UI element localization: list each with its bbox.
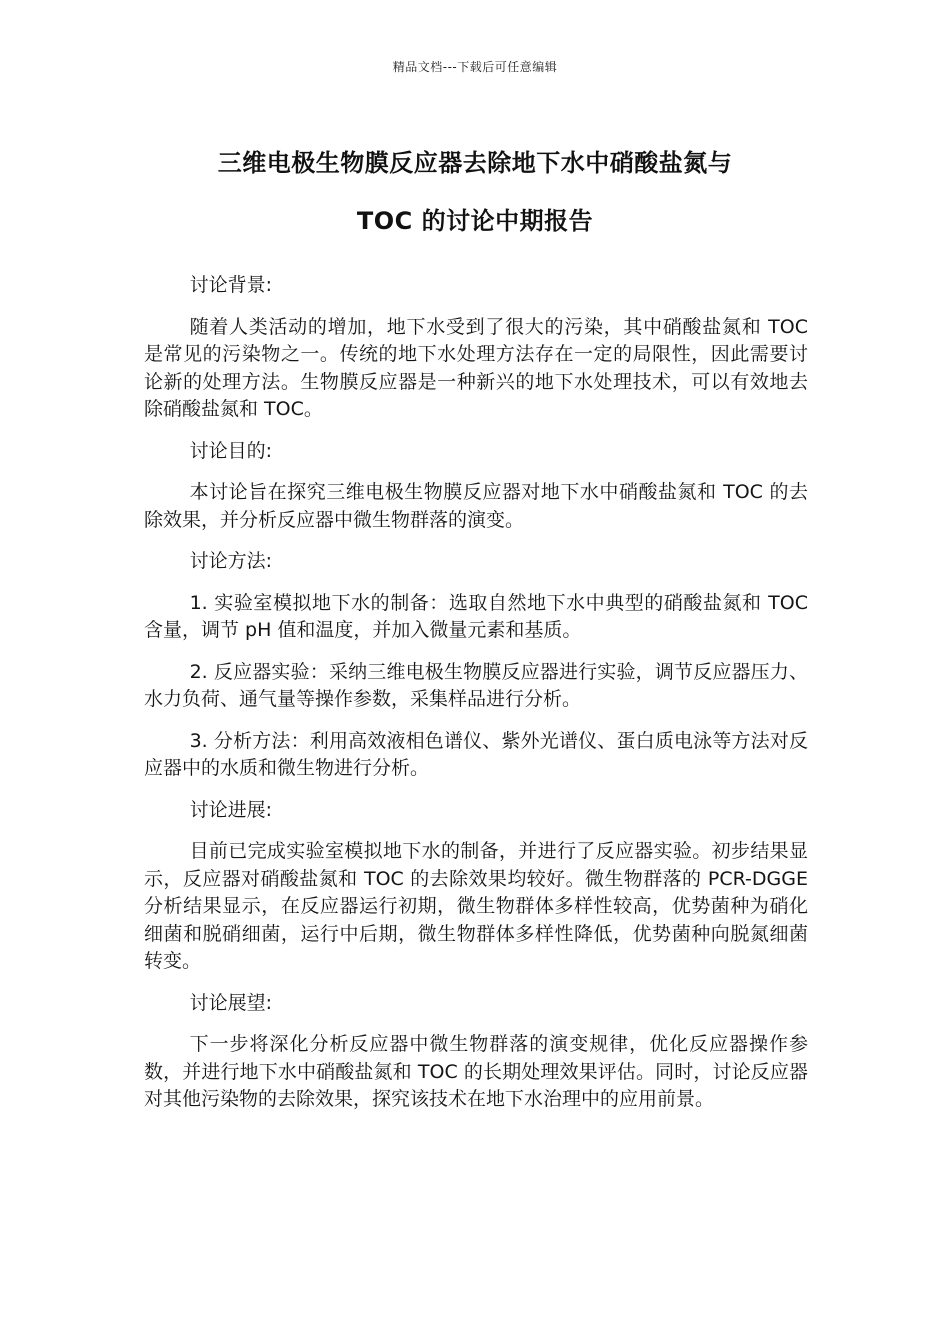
progress-heading: 讨论进展:: [189, 798, 272, 821]
purpose-heading: 讨论目的:: [189, 439, 272, 462]
page-header: 精品文档---下载后可任意编辑: [392, 60, 558, 74]
outlook-heading: 讨论展望:: [189, 991, 272, 1014]
method-item-3: 3. 分析方法：利用高效液相色谱仪、紫外光谱仪、蛋白质电泳等方法对反应器中的水质和微生物进行分析。: [144, 729, 808, 779]
method-item-2: 2. 反应器实验：采纳三维电极生物膜反应器进行实验，调节反应器压力、水力负荷、通气量等操作参数，采集样品进行分析。: [144, 660, 808, 710]
method-item-1: 1. 实验室模拟地下水的制备：选取自然地下水中典型的硝酸盐氮和 TOC 含量，调节 pH 值和温度，并加入微量元素和基质。: [144, 591, 808, 641]
background-paragraph: 随着人类活动的增加，地下水受到了很大的污染，其中硝酸盐氮和 TOC 是常见的污染物之一。传统的地下水处理方法存在一定的局限性，因此需要讨论新的处理方法。生物膜反应器是一种新兴的地下水处理技术，可以有效地去除硝酸盐氮和 TOC。: [144, 315, 808, 420]
method-heading: 讨论方法:: [189, 550, 272, 572]
title-line-2: TOC 的讨论中期报告: [356, 207, 594, 235]
document-title: [120, 134, 830, 250]
title-line-1: 三维电极生物膜反应器去除地下水中硝酸盐氮与: [217, 149, 733, 177]
document-body: [144, 272, 808, 1128]
progress-paragraph: 目前已完成实验室模拟地下水的制备，并进行了反应器实验。初步结果显示，反应器对硝酸盐氮和 TOC 的去除效果均较好。微生物群落的 PCR-DGGE 分析结果显示，在反应器运行初期，微生物群体多样性较高，优势菌种为硝化细菌和脱硝细菌，运行中后期，微生物群体多样性降低，优势菌种向脱氮细菌转变。: [144, 840, 808, 972]
purpose-paragraph: 本讨论旨在探究三维电极生物膜反应器对地下水中硝酸盐氮和 TOC 的去除效果，并分析反应器中微生物群落的演变。: [144, 481, 808, 531]
background-heading: 讨论背景:: [189, 274, 272, 296]
outlook-paragraph: 下一步将深化分析反应器中微生物群落的演变规律，优化反应器操作参数，并进行地下水中硝酸盐氮和 TOC 的长期处理效果评估。同时，讨论反应器对其他污染物的去除效果，探究该技术在地下水治理中的应用前景。: [144, 1033, 808, 1110]
